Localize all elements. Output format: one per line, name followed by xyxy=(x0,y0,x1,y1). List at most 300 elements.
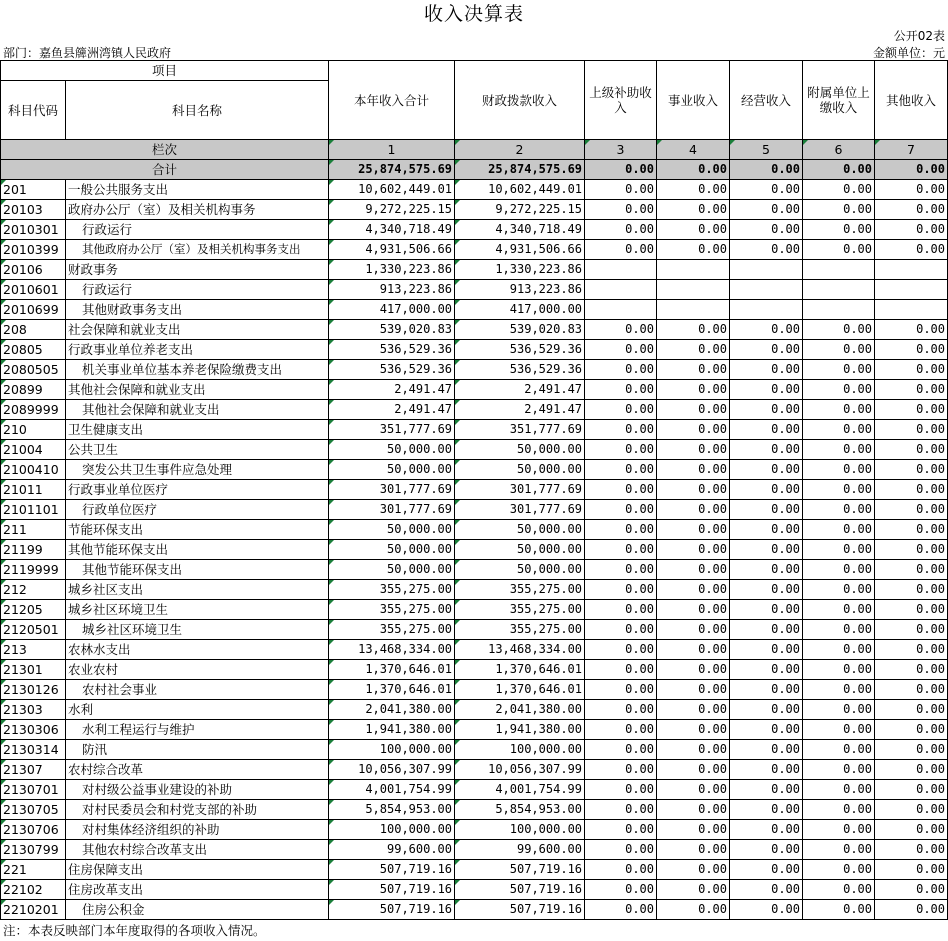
amount-cell: 0.00 xyxy=(875,800,948,820)
subject-name-cell: 卫生健康支出 xyxy=(66,420,329,440)
amount-cell: 99,600.00 xyxy=(329,840,455,860)
amount-cell: 0.00 xyxy=(585,460,657,480)
amount-cell: 0.00 xyxy=(657,540,730,560)
amount-cell: 0.00 xyxy=(875,540,948,560)
subject-name-cell: 城乡社区环境卫生 xyxy=(66,620,329,640)
total-value: 25,874,575.69 xyxy=(455,160,585,180)
amount-cell: 536,529.36 xyxy=(455,340,585,360)
subject-code-cell: 2089999 xyxy=(1,400,66,420)
subject-code-cell: 2010301 xyxy=(1,220,66,240)
amount-cell: 417,000.00 xyxy=(455,300,585,320)
table-row xyxy=(1,460,948,480)
amount-cell: 0.00 xyxy=(657,320,730,340)
amount-cell: 0.00 xyxy=(585,580,657,600)
amount-cell xyxy=(657,280,730,300)
amount-cell: 4,001,754.99 xyxy=(329,780,455,800)
amount-cell: 0.00 xyxy=(730,820,803,840)
amount-cell: 536,529.36 xyxy=(329,340,455,360)
amount-cell: 1,330,223.86 xyxy=(329,260,455,280)
amount-cell: 0.00 xyxy=(803,700,875,720)
amount-cell: 0.00 xyxy=(585,420,657,440)
amount-cell: 351,777.69 xyxy=(455,420,585,440)
amount-cell: 0.00 xyxy=(803,680,875,700)
amount-cell: 0.00 xyxy=(875,440,948,460)
amount-cell: 0.00 xyxy=(730,540,803,560)
table-row xyxy=(1,480,948,500)
amount-cell: 0.00 xyxy=(875,420,948,440)
amount-cell: 2,491.47 xyxy=(329,380,455,400)
amount-cell xyxy=(875,300,948,320)
table-row xyxy=(1,380,948,400)
amount-cell: 0.00 xyxy=(803,360,875,380)
table-row xyxy=(1,660,948,680)
amount-cell: 0.00 xyxy=(585,240,657,260)
total-income-header: 本年收入合计 xyxy=(329,61,455,140)
subject-code-cell: 2130705 xyxy=(1,800,66,820)
amount-cell: 0.00 xyxy=(730,320,803,340)
table-row xyxy=(1,800,948,820)
amount-cell: 355,275.00 xyxy=(329,620,455,640)
amount-cell xyxy=(730,260,803,280)
amount-cell: 0.00 xyxy=(730,600,803,620)
amount-cell: 0.00 xyxy=(803,460,875,480)
amount-cell: 0.00 xyxy=(803,600,875,620)
subject-name-header: 科目名称 xyxy=(66,81,329,140)
amount-cell: 0.00 xyxy=(657,460,730,480)
amount-cell: 0.00 xyxy=(657,180,730,200)
amount-cell: 4,340,718.49 xyxy=(329,220,455,240)
amount-cell: 351,777.69 xyxy=(329,420,455,440)
amount-cell: 10,056,307.99 xyxy=(329,760,455,780)
table-row xyxy=(1,640,948,660)
amount-cell: 0.00 xyxy=(730,620,803,640)
affiliated-unit-header: 附属单位上缴收入 xyxy=(803,61,875,140)
total-value: 0.00 xyxy=(585,160,657,180)
item-header: 项目 xyxy=(1,61,329,81)
amount-cell: 0.00 xyxy=(585,640,657,660)
amount-cell: 0.00 xyxy=(657,220,730,240)
subject-code-cell: 2130314 xyxy=(1,740,66,760)
subject-name-cell: 对村集体经济组织的补助 xyxy=(66,820,329,840)
table-row xyxy=(1,500,948,520)
total-row xyxy=(1,160,948,180)
amount-cell: 0.00 xyxy=(585,320,657,340)
amount-cell: 913,223.86 xyxy=(329,280,455,300)
subject-name-cell: 行政事业单位养老支出 xyxy=(66,340,329,360)
amount-cell: 2,491.47 xyxy=(455,380,585,400)
amount-cell: 0.00 xyxy=(730,640,803,660)
total-value: 0.00 xyxy=(875,160,948,180)
total-value: 0.00 xyxy=(657,160,730,180)
amount-cell: 0.00 xyxy=(875,340,948,360)
amount-cell: 0.00 xyxy=(803,480,875,500)
table-row xyxy=(1,700,948,720)
amount-cell: 0.00 xyxy=(875,700,948,720)
amount-unit-label: 金额单位：元 xyxy=(872,46,945,60)
subject-name-cell: 农村综合改革 xyxy=(66,760,329,780)
table-row xyxy=(1,680,948,700)
amount-cell: 0.00 xyxy=(803,520,875,540)
amount-cell: 0.00 xyxy=(875,640,948,660)
amount-cell: 10,602,449.01 xyxy=(329,180,455,200)
amount-cell: 0.00 xyxy=(657,900,730,920)
amount-cell xyxy=(803,300,875,320)
amount-cell: 0.00 xyxy=(730,520,803,540)
amount-cell: 0.00 xyxy=(730,660,803,680)
subject-code-cell: 2100410 xyxy=(1,460,66,480)
amount-cell: 0.00 xyxy=(730,720,803,740)
total-label: 合计 xyxy=(1,160,329,180)
amount-cell: 0.00 xyxy=(803,200,875,220)
table-row xyxy=(1,860,948,880)
amount-cell: 0.00 xyxy=(875,560,948,580)
table-row xyxy=(1,600,948,620)
amount-cell: 1,330,223.86 xyxy=(455,260,585,280)
subject-code-cell: 2080505 xyxy=(1,360,66,380)
amount-cell: 0.00 xyxy=(875,720,948,740)
subject-name-cell: 城乡社区环境卫生 xyxy=(66,600,329,620)
subject-name-cell: 突发公共卫生事件应急处理 xyxy=(66,460,329,480)
amount-cell: 0.00 xyxy=(657,480,730,500)
amount-cell: 507,719.16 xyxy=(455,880,585,900)
amount-cell: 0.00 xyxy=(657,520,730,540)
column-number: 1 xyxy=(329,140,455,160)
amount-cell: 0.00 xyxy=(657,340,730,360)
amount-cell: 0.00 xyxy=(585,200,657,220)
amount-cell: 0.00 xyxy=(803,560,875,580)
amount-cell: 0.00 xyxy=(875,400,948,420)
total-value: 0.00 xyxy=(730,160,803,180)
amount-cell: 0.00 xyxy=(875,320,948,340)
amount-cell: 0.00 xyxy=(875,880,948,900)
table-row xyxy=(1,300,948,320)
subject-code-cell: 21205 xyxy=(1,600,66,620)
column-number: 5 xyxy=(730,140,803,160)
amount-cell: 0.00 xyxy=(585,680,657,700)
amount-cell: 0.00 xyxy=(730,580,803,600)
amount-cell: 0.00 xyxy=(803,740,875,760)
amount-cell: 0.00 xyxy=(585,440,657,460)
amount-cell: 1,941,380.00 xyxy=(455,720,585,740)
amount-cell: 0.00 xyxy=(875,380,948,400)
amount-cell: 2,491.47 xyxy=(329,400,455,420)
subject-code-cell: 2210201 xyxy=(1,900,66,920)
subject-name-cell: 行政运行 xyxy=(66,280,329,300)
subject-code-cell: 21301 xyxy=(1,660,66,680)
amount-cell: 0.00 xyxy=(657,440,730,460)
subject-name-cell: 城乡社区支出 xyxy=(66,580,329,600)
amount-cell: 507,719.16 xyxy=(329,860,455,880)
amount-cell: 0.00 xyxy=(875,240,948,260)
amount-cell: 0.00 xyxy=(730,500,803,520)
amount-cell: 2,491.47 xyxy=(455,400,585,420)
amount-cell: 0.00 xyxy=(585,380,657,400)
subject-name-cell: 其他节能环保支出 xyxy=(66,540,329,560)
amount-cell: 0.00 xyxy=(875,480,948,500)
subject-code-cell: 2120501 xyxy=(1,620,66,640)
amount-cell: 0.00 xyxy=(875,460,948,480)
amount-cell: 0.00 xyxy=(585,840,657,860)
other-income-header: 其他收入 xyxy=(875,61,948,140)
amount-cell: 0.00 xyxy=(875,840,948,860)
subject-code-cell: 20103 xyxy=(1,200,66,220)
amount-cell xyxy=(585,260,657,280)
amount-cell: 355,275.00 xyxy=(329,600,455,620)
subject-name-cell: 财政事务 xyxy=(66,260,329,280)
subject-code-cell: 2130701 xyxy=(1,780,66,800)
amount-cell: 0.00 xyxy=(875,740,948,760)
amount-cell: 0.00 xyxy=(803,400,875,420)
column-index-row xyxy=(1,140,948,160)
amount-cell: 0.00 xyxy=(803,720,875,740)
amount-cell: 539,020.83 xyxy=(329,320,455,340)
amount-cell: 0.00 xyxy=(730,800,803,820)
amount-cell: 0.00 xyxy=(875,360,948,380)
amount-cell: 0.00 xyxy=(657,360,730,380)
amount-cell: 0.00 xyxy=(875,580,948,600)
subject-code-cell: 2101101 xyxy=(1,500,66,520)
amount-cell: 0.00 xyxy=(803,180,875,200)
amount-cell: 0.00 xyxy=(657,580,730,600)
amount-cell: 0.00 xyxy=(875,900,948,920)
amount-cell: 0.00 xyxy=(657,600,730,620)
amount-cell: 0.00 xyxy=(657,680,730,700)
subject-name-cell: 其他财政事务支出 xyxy=(66,300,329,320)
amount-cell: 0.00 xyxy=(803,800,875,820)
amount-cell: 0.00 xyxy=(657,640,730,660)
report-title: 收入决算表 xyxy=(423,3,524,25)
column-number: 7 xyxy=(875,140,948,160)
amount-cell: 507,719.16 xyxy=(329,880,455,900)
amount-cell: 4,001,754.99 xyxy=(455,780,585,800)
amount-cell: 1,370,646.01 xyxy=(329,680,455,700)
amount-cell: 0.00 xyxy=(730,880,803,900)
amount-cell xyxy=(657,300,730,320)
amount-cell: 0.00 xyxy=(803,620,875,640)
subject-name-cell: 一般公共服务支出 xyxy=(66,180,329,200)
amount-cell: 355,275.00 xyxy=(455,620,585,640)
amount-cell: 536,529.36 xyxy=(455,360,585,380)
amount-cell: 4,931,506.66 xyxy=(455,240,585,260)
table-row xyxy=(1,440,948,460)
amount-cell: 4,931,506.66 xyxy=(329,240,455,260)
subject-code-cell: 21199 xyxy=(1,540,66,560)
subject-code-cell: 2130706 xyxy=(1,820,66,840)
amount-cell: 0.00 xyxy=(657,380,730,400)
amount-cell: 0.00 xyxy=(657,800,730,820)
subject-code-cell: 2130126 xyxy=(1,680,66,700)
amount-cell xyxy=(875,260,948,280)
subject-code-cell: 21004 xyxy=(1,440,66,460)
amount-cell: 355,275.00 xyxy=(455,600,585,620)
amount-cell: 0.00 xyxy=(803,500,875,520)
amount-cell: 0.00 xyxy=(730,480,803,500)
amount-cell xyxy=(657,260,730,280)
form-number: 公开02表 xyxy=(893,29,945,43)
amount-cell: 0.00 xyxy=(585,360,657,380)
amount-cell: 0.00 xyxy=(585,880,657,900)
amount-cell: 0.00 xyxy=(585,760,657,780)
amount-cell: 0.00 xyxy=(657,200,730,220)
amount-cell: 0.00 xyxy=(875,820,948,840)
table-row xyxy=(1,740,948,760)
amount-cell: 0.00 xyxy=(730,180,803,200)
fiscal-appropriation-header: 财政拨款收入 xyxy=(455,61,585,140)
subject-name-cell: 住房公积金 xyxy=(66,900,329,920)
subject-code-cell: 208 xyxy=(1,320,66,340)
amount-cell: 50,000.00 xyxy=(329,520,455,540)
amount-cell: 0.00 xyxy=(657,740,730,760)
amount-cell: 0.00 xyxy=(875,620,948,640)
subject-code-cell: 2010601 xyxy=(1,280,66,300)
amount-cell: 5,854,953.00 xyxy=(455,800,585,820)
amount-cell: 0.00 xyxy=(657,700,730,720)
table-row xyxy=(1,880,948,900)
subject-code-cell: 22102 xyxy=(1,880,66,900)
subject-code-cell: 21011 xyxy=(1,480,66,500)
amount-cell: 99,600.00 xyxy=(455,840,585,860)
amount-cell: 0.00 xyxy=(803,640,875,660)
amount-cell: 0.00 xyxy=(657,820,730,840)
amount-cell: 1,370,646.01 xyxy=(455,680,585,700)
amount-cell: 0.00 xyxy=(730,440,803,460)
amount-cell: 0.00 xyxy=(657,760,730,780)
total-value: 25,874,575.69 xyxy=(329,160,455,180)
amount-cell: 0.00 xyxy=(803,420,875,440)
total-value: 0.00 xyxy=(803,160,875,180)
amount-cell: 0.00 xyxy=(585,340,657,360)
amount-cell: 0.00 xyxy=(730,700,803,720)
amount-cell: 0.00 xyxy=(585,700,657,720)
amount-cell: 5,854,953.00 xyxy=(329,800,455,820)
amount-cell: 0.00 xyxy=(803,660,875,680)
amount-cell: 0.00 xyxy=(657,560,730,580)
amount-cell: 0.00 xyxy=(730,200,803,220)
operating-income-header: 经营收入 xyxy=(730,61,803,140)
subject-name-cell: 社会保障和就业支出 xyxy=(66,320,329,340)
subject-code-cell: 213 xyxy=(1,640,66,660)
amount-cell: 0.00 xyxy=(657,720,730,740)
amount-cell: 0.00 xyxy=(585,660,657,680)
amount-cell: 13,468,334.00 xyxy=(329,640,455,660)
amount-cell: 0.00 xyxy=(730,400,803,420)
subject-code-cell: 20805 xyxy=(1,340,66,360)
footnote: 注：本表反映部门本年度取得的各项收入情况。 xyxy=(3,923,266,938)
amount-cell: 0.00 xyxy=(803,760,875,780)
amount-cell: 536,529.36 xyxy=(329,360,455,380)
column-number: 6 xyxy=(803,140,875,160)
amount-cell: 355,275.00 xyxy=(329,580,455,600)
amount-cell: 0.00 xyxy=(585,800,657,820)
table-row xyxy=(1,560,948,580)
amount-cell: 913,223.86 xyxy=(455,280,585,300)
amount-cell: 0.00 xyxy=(730,380,803,400)
amount-cell: 0.00 xyxy=(730,220,803,240)
amount-cell: 50,000.00 xyxy=(329,440,455,460)
amount-cell xyxy=(585,280,657,300)
subject-name-cell: 住房保障支出 xyxy=(66,860,329,880)
amount-cell: 0.00 xyxy=(585,860,657,880)
subject-name-cell: 水利 xyxy=(66,700,329,720)
subject-name-cell: 水利工程运行与维护 xyxy=(66,720,329,740)
subject-code-cell: 20899 xyxy=(1,380,66,400)
amount-cell: 0.00 xyxy=(657,860,730,880)
table-row xyxy=(1,260,948,280)
subject-code-cell: 21303 xyxy=(1,700,66,720)
subject-name-cell: 其他政府办公厅（室）及相关机构事务支出 xyxy=(66,240,329,260)
amount-cell: 0.00 xyxy=(657,780,730,800)
amount-cell: 0.00 xyxy=(730,840,803,860)
amount-cell: 100,000.00 xyxy=(329,740,455,760)
amount-cell: 417,000.00 xyxy=(329,300,455,320)
amount-cell: 1,941,380.00 xyxy=(329,720,455,740)
table-row xyxy=(1,520,948,540)
column-index-label: 栏次 xyxy=(1,140,329,160)
amount-cell: 0.00 xyxy=(875,860,948,880)
amount-cell: 2,041,380.00 xyxy=(455,700,585,720)
amount-cell: 0.00 xyxy=(730,680,803,700)
subject-name-cell: 其他农村综合改革支出 xyxy=(66,840,329,860)
subject-name-cell: 农业农村 xyxy=(66,660,329,680)
column-number: 2 xyxy=(455,140,585,160)
amount-cell: 0.00 xyxy=(585,400,657,420)
subject-name-cell: 其他节能环保支出 xyxy=(66,560,329,580)
subject-code-cell: 2010399 xyxy=(1,240,66,260)
subject-name-cell: 住房改革支出 xyxy=(66,880,329,900)
amount-cell: 0.00 xyxy=(730,240,803,260)
subject-name-cell: 农村社会事业 xyxy=(66,680,329,700)
amount-cell: 13,468,334.00 xyxy=(455,640,585,660)
amount-cell: 0.00 xyxy=(657,400,730,420)
table-row xyxy=(1,400,948,420)
amount-cell: 0.00 xyxy=(875,760,948,780)
amount-cell: 301,777.69 xyxy=(455,500,585,520)
amount-cell: 0.00 xyxy=(875,180,948,200)
amount-cell: 0.00 xyxy=(803,900,875,920)
department-label: 部门：嘉鱼县簰洲湾镇人民政府 xyxy=(3,46,172,60)
amount-cell: 0.00 xyxy=(803,820,875,840)
amount-cell: 50,000.00 xyxy=(455,440,585,460)
subject-name-cell: 机关事业单位基本养老保险缴费支出 xyxy=(66,360,329,380)
column-number: 3 xyxy=(585,140,657,160)
amount-cell: 0.00 xyxy=(730,760,803,780)
amount-cell: 0.00 xyxy=(875,520,948,540)
amount-cell: 301,777.69 xyxy=(329,500,455,520)
subject-code-cell: 211 xyxy=(1,520,66,540)
subject-code-header: 科目代码 xyxy=(1,81,66,140)
table-row xyxy=(1,360,948,380)
amount-cell: 50,000.00 xyxy=(455,520,585,540)
amount-cell: 0.00 xyxy=(657,420,730,440)
amount-cell: 10,056,307.99 xyxy=(455,760,585,780)
amount-cell: 2,041,380.00 xyxy=(329,700,455,720)
subject-name-cell: 农林水支出 xyxy=(66,640,329,660)
subject-name-cell: 其他社会保障和就业支出 xyxy=(66,400,329,420)
table-row xyxy=(1,840,948,860)
subject-code-cell: 21307 xyxy=(1,760,66,780)
amount-cell: 9,272,225.15 xyxy=(455,200,585,220)
amount-cell xyxy=(730,300,803,320)
amount-cell: 0.00 xyxy=(730,860,803,880)
amount-cell: 1,370,646.01 xyxy=(455,660,585,680)
amount-cell xyxy=(585,300,657,320)
amount-cell: 0.00 xyxy=(657,240,730,260)
table-row xyxy=(1,420,948,440)
table-row xyxy=(1,240,948,260)
subject-name-cell: 政府办公厅（室）及相关机构事务 xyxy=(66,200,329,220)
header-row-1 xyxy=(1,61,948,81)
amount-cell: 0.00 xyxy=(585,540,657,560)
